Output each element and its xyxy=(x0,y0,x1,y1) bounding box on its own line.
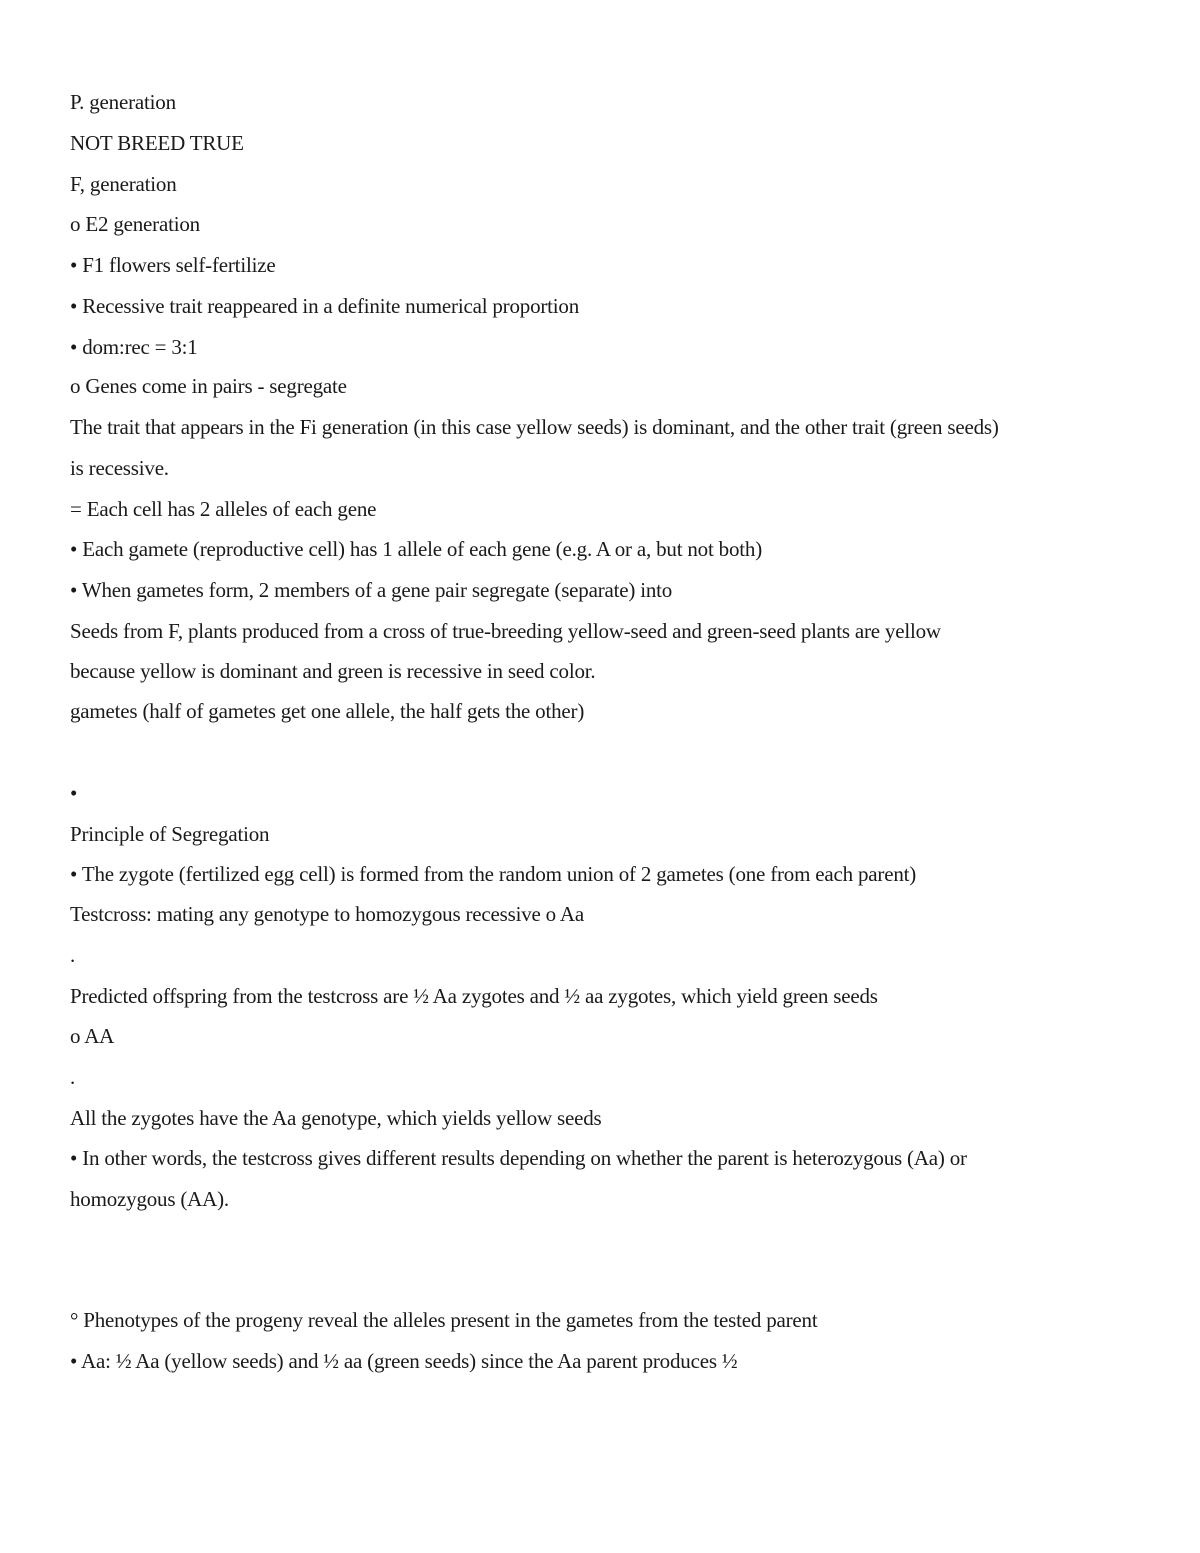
text-line: NOT BREED TRUE xyxy=(70,131,244,155)
section-heading: Principle of Segregation xyxy=(70,822,270,846)
text-line: is recessive. xyxy=(70,456,169,480)
text-line: o E2 generation xyxy=(70,212,200,236)
text-line: • Recessive trait reappeared in a definite numerical proportion xyxy=(70,294,580,318)
text-line: Testcross: mating any genotype to homozygous recessive o Aa xyxy=(70,902,584,926)
text-line: • Each gamete (reproductive cell) has 1 allele of each gene (e.g. A or a, but not both) xyxy=(70,537,762,561)
text-line: o Genes come in pairs - segregate xyxy=(70,374,347,398)
text-line: • In other words, the testcross gives different results depending on whether the parent is heterozygous (Aa) or xyxy=(70,1146,967,1170)
text-line: • F1 flowers self-fertilize xyxy=(70,253,276,277)
text-line: • The zygote (fertilized egg cell) is formed from the random union of 2 gametes (one from each parent) xyxy=(70,862,917,886)
text-line: . xyxy=(70,943,76,967)
text-line: gametes (half of gametes get one allele, the half gets the other) xyxy=(70,699,585,723)
text-line: homozygous (AA). xyxy=(70,1187,229,1211)
text-line: Predicted offspring from the testcross are ½ Aa zygotes and ½ aa zygotes, which yield green seeds xyxy=(70,984,878,1008)
text-line: • Aa: ½ Aa (yellow seeds) and ½ aa (green seeds) since the Aa parent produces ½ xyxy=(70,1349,738,1373)
text-line: Seeds from F, plants produced from a cross of true-breeding yellow-seed and green-seed plants are yellow xyxy=(70,619,941,643)
text-line: o AA xyxy=(70,1024,115,1048)
bullet-mark: • xyxy=(70,781,78,805)
text-line: F, generation xyxy=(70,172,177,196)
text-line: . xyxy=(70,1065,76,1089)
text-line: ° Phenotypes of the progeny reveal the alleles present in the gametes from the tested parent xyxy=(70,1308,818,1332)
text-line: because yellow is dominant and green is recessive in seed color. xyxy=(70,659,596,683)
text-line: P. generation xyxy=(70,90,176,114)
text-line: • When gametes form, 2 members of a gene pair segregate (separate) into xyxy=(70,578,673,602)
text-line: All the zygotes have the Aa genotype, which yields yellow seeds xyxy=(70,1106,602,1130)
text-line: = Each cell has 2 alleles of each gene xyxy=(70,497,377,521)
text-line: The trait that appears in the Fi generation (in this case yellow seeds) is dominant, and the other trait (green seeds) xyxy=(70,415,999,439)
text-line: • dom:rec = 3:1 xyxy=(70,335,198,359)
